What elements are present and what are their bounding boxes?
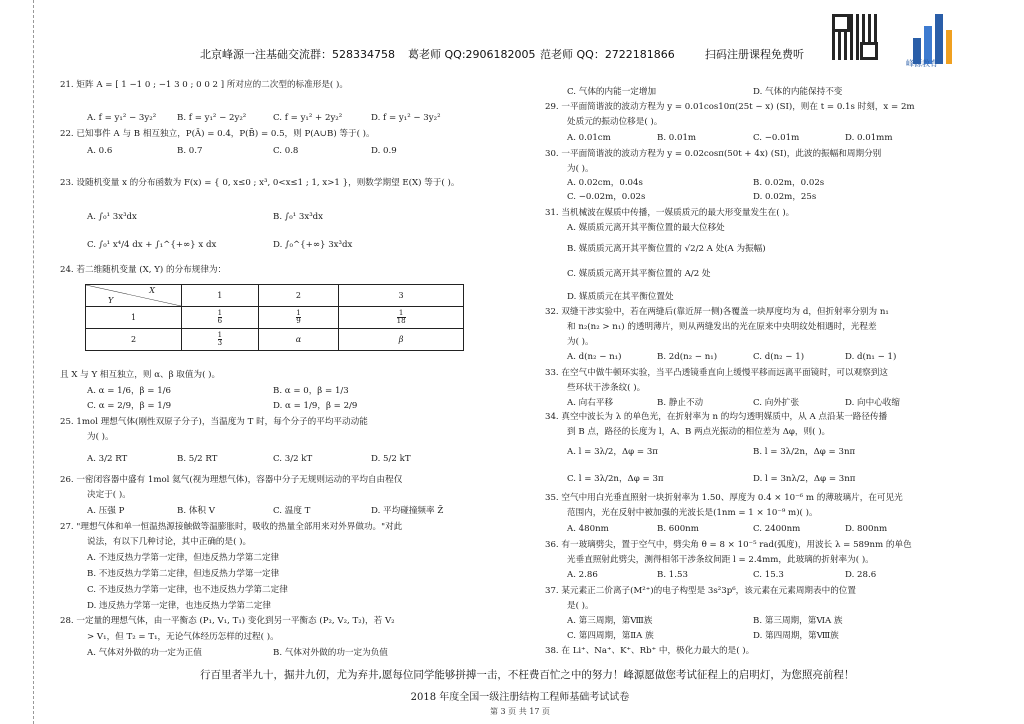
option: D. α = 1/9，β = 2/9 xyxy=(273,401,358,411)
frac-den: 9 xyxy=(296,317,301,325)
option: C. α = 2/9，β = 1/9 xyxy=(87,401,172,411)
question-line: 27. "理想气体和单一恒温热源接触做等温膨胀时，吸收的热量全部用来对外界做功。"对此 xyxy=(60,522,403,532)
table-col-header: 2 xyxy=(258,285,339,307)
header-scan: 扫码注册课程免费听 xyxy=(705,48,804,61)
option: B. 1.53 xyxy=(657,570,688,580)
distribution-table xyxy=(85,284,464,351)
table-cell: α xyxy=(258,329,339,351)
option: D. 0.9 xyxy=(371,146,397,156)
table-row-label: 1 xyxy=(86,307,182,329)
option: D. f = y₁² − 3y₂² xyxy=(371,113,441,123)
option: A. 媒质质元离开其平衡位置的最大位移处 xyxy=(567,223,725,233)
frac-num: 1 xyxy=(217,331,223,339)
option: A. 480nm xyxy=(567,524,609,534)
option: A. 向右平移 xyxy=(567,398,614,408)
question-line: > V₁，但 T₂ = T₁，无论气体经历怎样的过程( )。 xyxy=(87,632,279,642)
option: C. 温度 T xyxy=(273,506,311,516)
option: A. f = y₁² − 3y₂² xyxy=(87,113,157,123)
question-line: 范围内，光在反射中被加强的光波长是(1nm = 1 × 10⁻⁹ m)( )。 xyxy=(567,508,818,518)
table-row-label: 2 xyxy=(86,329,182,351)
binding-line xyxy=(33,0,34,724)
frac-den: 3 xyxy=(217,339,223,347)
question-line: 25. 1mol 理想气体(刚性双原子分子)，当温度为 T 时，每个分子的平均平动动能 xyxy=(60,417,368,427)
option: C. f = y₁² + 2y₂² xyxy=(273,113,343,123)
option: B. ∫₀¹ 3x³dx xyxy=(273,212,323,222)
option: B. 气体对外做的功一定为负值 xyxy=(273,648,388,658)
option: B. 5/2 RT xyxy=(177,454,218,464)
option: D. 第四周期，第Ⅷ族 xyxy=(753,631,839,641)
option: D. 5/2 kT xyxy=(371,454,411,464)
question-line: 和 n₂(n₂ > n₁) 的透明薄片，则从两缝发出的光在原来中央明纹处相遇时，光程差 xyxy=(567,322,877,332)
option: A. 第三周期，第Ⅷ族 xyxy=(567,616,653,626)
option: A. 3/2 RT xyxy=(87,454,128,464)
page-number: 第 3 页 共 17 页 xyxy=(490,707,550,716)
question-line: 决定于( )。 xyxy=(87,490,131,500)
question-line: 29. 一平面简谐波的波动方程为 y = 0.01cos10π(25t − x) (SI)，则在 t = 0.1s 时刻，x = 2m xyxy=(545,102,915,112)
option: B. α = 0，β = 1/3 xyxy=(273,386,349,396)
option: C. ∫₀¹ x⁴/4 dx + ∫₁^{+∞} x dx xyxy=(87,240,217,250)
option: B. 600nm xyxy=(657,524,699,534)
option: D. 平均碰撞频率 Z̄ xyxy=(371,506,444,516)
option: B. 体积 V xyxy=(177,506,215,516)
table-cell xyxy=(258,307,339,329)
option: A. 气体对外做的功一定为正值 xyxy=(87,648,202,658)
question-line: 33. 在空气中做牛顿环实验，当平凸透镜垂直向上缓慢平移而远离平面镜时，可以观察到这 xyxy=(545,368,888,378)
question-line: 为( )。 xyxy=(567,337,594,347)
option: A. l = 3λ/2，Δφ = 3π xyxy=(567,447,658,457)
option: D. 800nm xyxy=(845,524,888,534)
question-line: 35. 空气中用白光垂直照射一块折射率为 1.50、厚度为 0.4 × 10⁻⁶ m 的薄玻璃片，在可见光 xyxy=(545,493,903,503)
option: C. 3/2 kT xyxy=(273,454,313,464)
diagonal-line-icon xyxy=(86,285,181,306)
header-teacher-fan: 范老师 QQ：2722181866 xyxy=(540,48,675,61)
option: B. 静止不动 xyxy=(657,398,704,408)
option: D. l = 3nλ/2，Δφ = 3nπ xyxy=(753,474,856,484)
option: D. 向中心收缩 xyxy=(845,398,901,408)
option: D. 0.02m，25s xyxy=(753,192,817,202)
option: D. d(n₁ − 1) xyxy=(845,352,897,362)
table-row xyxy=(86,285,464,307)
right-column xyxy=(545,0,985,724)
option: B. f = y₁² − 2y₂² xyxy=(177,113,247,123)
question-line: 处质元的振动位移是( )。 xyxy=(567,117,663,127)
option: A. 不违反热力学第一定律，但违反热力学第二定律 xyxy=(87,553,280,563)
option: B. 第三周期，第ⅥA 族 xyxy=(753,616,843,626)
option: C. −0.01m xyxy=(753,133,800,143)
option: A. α = 1/6，β = 1/6 xyxy=(87,386,172,396)
option: B. 0.01m xyxy=(657,133,697,143)
option: C. 第四周期，第ⅡA 族 xyxy=(567,631,654,641)
option: C. −0.02m，0.02s xyxy=(567,192,646,202)
question-line: 光垂直照射此劈尖，测得相邻干涉条纹间距 l = 2.4mm，此玻璃的折射率为( )。 xyxy=(567,555,874,565)
option: D. 0.01mm xyxy=(845,133,893,143)
option: B. 2d(n₂ − n₁) xyxy=(657,352,718,362)
option: A. 压强 P xyxy=(87,506,125,516)
table-header-y: Y xyxy=(108,296,114,305)
question-line: 26. 一密闭容器中盛有 1mol 氦气(视为理想气体)，容器中分子无规则运动的平均自由程仅 xyxy=(60,475,403,485)
frac-num: 1 xyxy=(217,309,223,317)
option: D. 气体的内能保持不变 xyxy=(753,87,843,97)
option: C. 气体的内能一定增加 xyxy=(567,87,657,97)
table-cell xyxy=(339,307,464,329)
option: A. 0.02cm，0.04s xyxy=(567,178,643,188)
left-column xyxy=(60,0,520,724)
question-line: 37. 某元素正二价离子(M²⁺)的电子构型是 3s²3p⁶，该元素在元素周期表中的位置 xyxy=(545,586,856,596)
frac-den: 6 xyxy=(217,317,223,325)
footer-motto: 行百里者半九十，掘井九仞，尤为弃井,愿每位同学能够拼搏一击，不枉费百忙之中的努力！峰源愿做您考试征程上的启明灯，为您照亮前程！ xyxy=(200,669,855,681)
question-line: 到 B 点，路径的长度为 l，A、B 两点光振动的相位差为 Δφ，则( )。 xyxy=(567,427,831,437)
option: D. ∫₀^{+∞} 3x³dx xyxy=(273,240,353,250)
option: C. 向外扩张 xyxy=(753,398,800,408)
question-line: 且 X 与 Y 相互独立，则 α、β 取值为( )。 xyxy=(60,370,221,380)
question-line: 21. 矩阵 A = [ 1 −1 0 ; −1 3 0 ; 0 0 2 ] 所对应的二次型的标准形是( )。 xyxy=(60,80,348,90)
frac-den: 18 xyxy=(396,317,406,325)
option: A. d(n₂ − n₁) xyxy=(567,352,622,362)
option: C. 15.3 xyxy=(753,570,784,580)
option: B. 0.7 xyxy=(177,146,203,156)
option: C. d(n₂ − 1) xyxy=(753,352,805,362)
question-line: 些环状干涉条纹( )。 xyxy=(567,383,646,393)
option: C. 0.8 xyxy=(273,146,299,156)
question-line: 28. 一定量的理想气体，由一平衡态 (P₁, V₁, T₁) 变化到另一平衡态 (P₂, V₂, T₂)，若 V₂ xyxy=(60,616,395,626)
question-line: 30. 一平面简谐波的波动方程为 y = 0.02cosπ(50t + 4x) (SI)，此波的振幅和周期分别 xyxy=(545,149,882,159)
option: D. 28.6 xyxy=(845,570,877,580)
question-line: 23. 设随机变量 x 的分布函数为 F(x) = { 0, x≤0 ; x³, 0<x≤1 ; 1, x>1 }，则数学期望 E(X) 等于( )。 xyxy=(60,178,460,188)
table-cell: β xyxy=(339,329,464,351)
logo-text: 峰源教育 xyxy=(906,59,938,68)
option: B. 不违反热力学第二定律，但违反热力学第一定律 xyxy=(87,569,280,579)
footer-title: 2018 年度全国一级注册结构工程师基础考试试卷 xyxy=(410,692,630,703)
option: B. 媒质质元离开其平衡位置的 √2/2 A 处(A 为振幅) xyxy=(567,244,766,254)
option: A. 2.86 xyxy=(567,570,598,580)
option: C. l = 3λ/2n，Δφ = 3π xyxy=(567,474,664,484)
option: C. 2400nm xyxy=(753,524,801,534)
table-header-x: X xyxy=(149,286,155,295)
option: A. ∫₀¹ 3x³dx xyxy=(87,212,137,222)
question-line: 22. 已知事件 A 与 B 相互独立，P(Ā) = 0.4，P(B̄) = 0.5，则 P(A∪B) 等于( )。 xyxy=(60,129,375,139)
question-line: 24. 若二维随机变量 (X, Y) 的分布规律为： xyxy=(60,265,227,275)
option: D. 媒质质元在其平衡位置处 xyxy=(567,292,674,302)
table-cell xyxy=(182,329,259,351)
option: B. l = 3λ/2n，Δφ = 3nπ xyxy=(753,447,856,457)
option: A. 0.01cm xyxy=(567,133,611,143)
header-teacher-ge: 葛老师 QQ:2906182005 xyxy=(408,48,536,61)
option: C. 不违反热力学第一定律，也不违反热力学第二定律 xyxy=(87,585,288,595)
frac-num: 1 xyxy=(296,309,301,317)
question-line: 34. 真空中波长为 λ 的单色光，在折射率为 n 的均匀透明媒质中，从 A 点沿某一路径传播 xyxy=(545,412,888,422)
question-line: 36. 有一玻璃劈尖，置于空气中，劈尖角 θ = 8 × 10⁻⁵ rad(弧度)，用波长 λ = 589nm 的单色 xyxy=(545,540,912,550)
table-corner-cell xyxy=(86,285,182,307)
option: A. 0.6 xyxy=(87,146,113,156)
option: D. 违反热力学第一定律，也违反热力学第二定律 xyxy=(87,601,271,611)
question-line: 说法，有以下几种讨论，其中正确的是( )。 xyxy=(87,537,252,547)
question-line: 是( )。 xyxy=(567,601,594,611)
table-col-header: 3 xyxy=(339,285,464,307)
question-line: 为( )。 xyxy=(87,432,114,442)
question-line: 31. 当机械波在媒质中传播，一媒质质元的最大形变量发生在( )。 xyxy=(545,208,795,218)
option: B. 0.02m，0.02s xyxy=(753,178,825,188)
table-cell xyxy=(182,307,259,329)
table-row xyxy=(86,307,464,329)
question-line: 为( )。 xyxy=(567,164,594,174)
question-line: 38. 在 Li⁺、Na⁺、K⁺、Rb⁺ 中，极化力最大的是( )。 xyxy=(545,646,755,656)
frac-num: 1 xyxy=(397,310,406,318)
question-line: 32. 双缝干涉实验中，若在两缝后(靠近屏一侧)各覆盖一块厚度均为 d，但折射率分别为 n₁ xyxy=(545,307,889,317)
table-row xyxy=(86,329,464,351)
table-col-header: 1 xyxy=(182,285,259,307)
header-group: 北京峰源一注基础交流群：528334758 xyxy=(200,48,395,61)
option: C. 媒质质元离开其平衡位置的 A/2 处 xyxy=(567,269,711,279)
